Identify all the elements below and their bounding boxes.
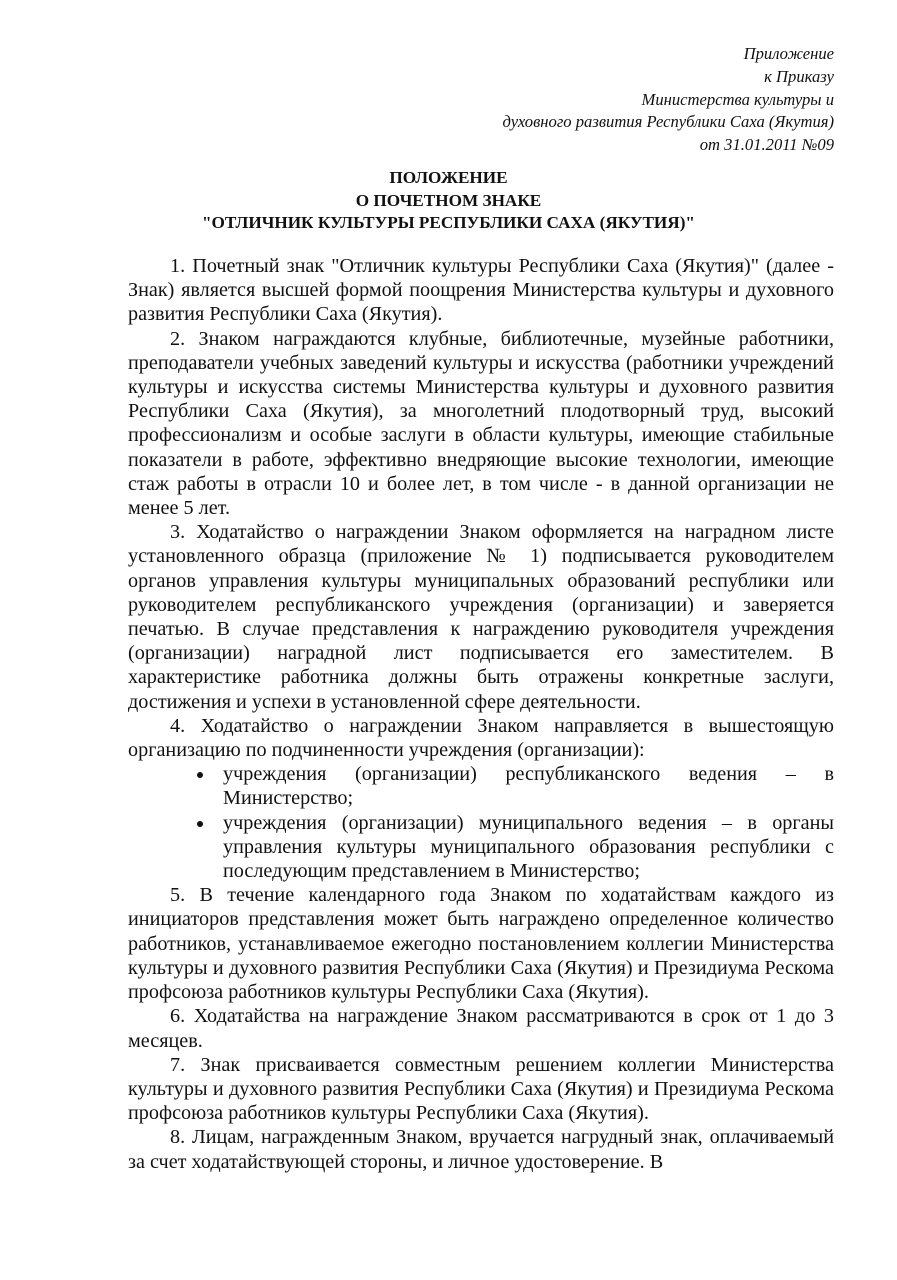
- title-line: ПОЛОЖЕНИЕ: [389, 168, 508, 187]
- approval-line: духовного развития Республики Саха (Якутия): [502, 112, 834, 132]
- title-line: "ОТЛИЧНИК КУЛЬТУРЫ РЕСПУБЛИКИ САХА (ЯКУТИЯ)": [202, 213, 695, 232]
- bullet-icon: [197, 821, 203, 827]
- document-body: [128, 254, 834, 1174]
- paragraph-6: 6. Ходатайства на награждение Знаком рассматриваются в срок от 1 до 3 месяцев.: [128, 1005, 834, 1052]
- list-item-text: учреждения (организации) республиканского ведения – в Министерство;: [223, 763, 834, 810]
- approval-line: Министерства культуры и: [641, 89, 834, 109]
- approval-line: к Приказу: [764, 66, 834, 86]
- approval-block: [503, 43, 834, 157]
- paragraph-3: 3. Ходатайство о награждении Знаком оформляется на наградном листе установленного образца (приложение № 1) подписывается руководителем органов управления культуры муниципальных образований республики или руководителем республиканского учреждения (организации) и заверяется печатью. В случае представления к награждению руководителя учреждения (организации) наградной лист подписывается его заместителем. В характеристике работника должны быть отражены конкретные заслуги, достижения и успехи в установленной сфере деятельности.: [128, 521, 834, 713]
- paragraph-2: 2. Знаком награждаются клубные, библиотечные, музейные работники, преподаватели учебных заведений культуры и искусства (работники учреждений культуры и искусства системы Министерства культуры и духовного развития Республики Саха (Якутия), за многолетний плодотворный труд, высокий профессионализм и особые заслуги в области культуры, имеющие стабильные показатели в работе, эффективно внедряющие высокие технологии, имеющие стаж работы в отрасли 10 и более лет, в том числе - в данной организации не менее 5 лет.: [128, 327, 834, 520]
- paragraph-5: 5. В течение календарного года Знаком по ходатайствам каждого из инициаторов представления может быть награждено определенное количество работников, устанавливаемое ежегодно постановлением коллегии Министерства культуры и духовного развития Республики Саха (Якутия) и Президиума Рескома профсоюза работников культуры Республики Саха (Якутия).: [128, 884, 834, 1004]
- list-item: [223, 762, 834, 810]
- approval-date-line: от 31.01.2011 №09: [699, 135, 834, 155]
- document-title: [0, 167, 897, 235]
- paragraph-4: 4. Ходатайство о награждении Знаком направляется в вышестоящую организацию по подчиненности учреждения (организации):: [128, 714, 834, 762]
- paragraph-4-list: [128, 762, 834, 883]
- paragraph-7: 7. Знак присваивается совместным решением коллегии Министерства культуры и духовного развития Республики Саха (Якутия) и Президиума Рескома профсоюза работников культуры Республики Саха (Якутия).: [128, 1053, 834, 1125]
- paragraph-8: 8. Лицам, награжденным Знаком, вручается нагрудный знак, оплачиваемый за счет ходатайствующей стороны, и личное удостоверение. В: [128, 1126, 834, 1173]
- list-item: [223, 811, 834, 884]
- bullet-icon: [197, 772, 203, 778]
- title-line: О ПОЧЕТНОМ ЗНАКЕ: [355, 190, 542, 210]
- paragraph-1: 1. Почетный знак "Отличник культуры Республики Саха (Якутия)" (далее - Знак) является высшей формой поощрения Министерства культуры и духовного развития Республики Саха (Якутия).: [128, 255, 834, 326]
- list-item-text: учреждения (организации) муниципального ведения – в органы управления культуры муниципального образования республики с последующим представлением в Министерство;: [223, 811, 834, 883]
- approval-line: Приложение: [743, 44, 834, 63]
